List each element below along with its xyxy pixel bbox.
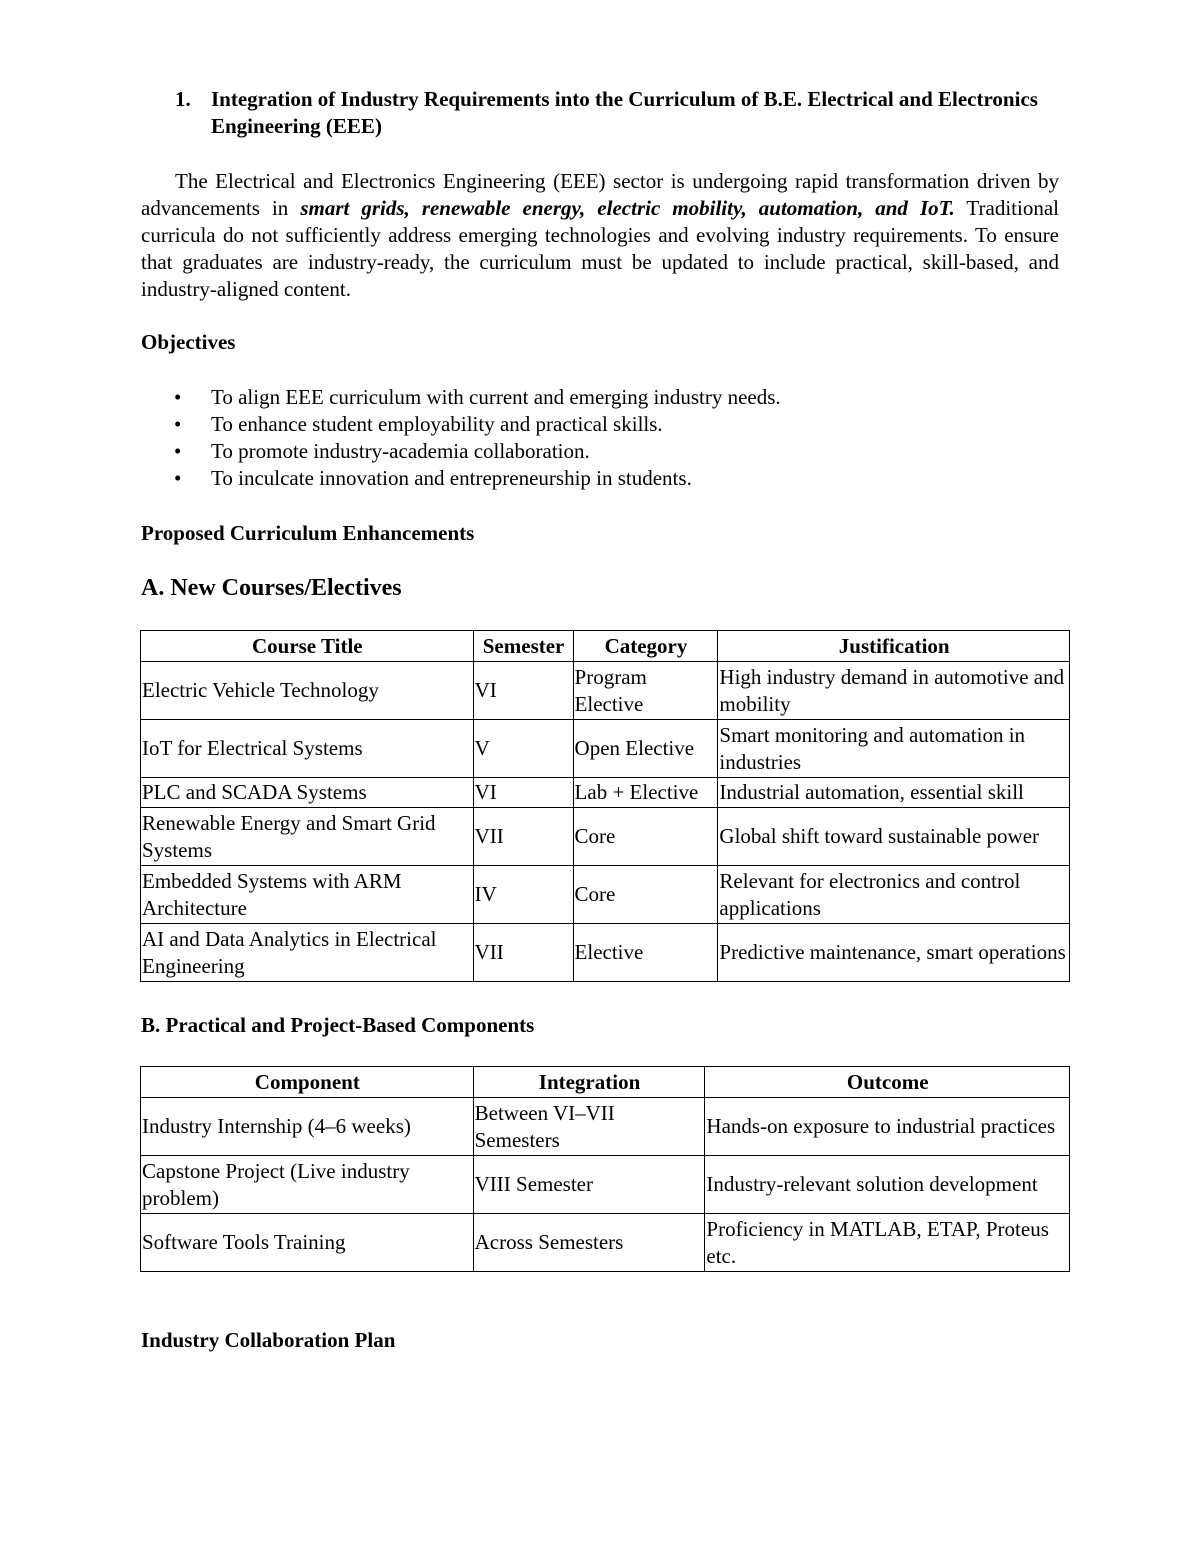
table-row — [141, 1098, 1070, 1156]
table-cell: Between VI–VII Semesters — [473, 1098, 705, 1156]
table-cell: PLC and SCADA Systems — [141, 778, 474, 808]
components-table — [140, 1066, 1070, 1272]
column-header: Category — [573, 631, 718, 662]
collaboration-heading: Industry Collaboration Plan — [141, 1328, 396, 1352]
table-cell: AI and Data Analytics in Electrical Engineering — [141, 924, 474, 982]
table-cell: Proficiency in MATLAB, ETAP, Proteus etc. — [705, 1214, 1070, 1272]
bullet-icon: • — [174, 439, 182, 463]
objectives-heading: Objectives — [141, 330, 236, 354]
table-cell: Global shift toward sustainable power — [718, 808, 1070, 866]
heading-number: 1. — [175, 87, 191, 111]
table-row — [141, 808, 1070, 866]
intro-text-part2: Traditional curricula do not sufficiently address emerging technologies and evolving industry requirements. To ensure that graduates are industry-ready, the curriculum must be updated to include practical, skill-based, and industry-aligned content. — [141, 196, 1059, 301]
table-cell: Renewable Energy and Smart Grid Systems — [141, 808, 474, 866]
table-cell: Industry Internship (4–6 weeks) — [141, 1098, 474, 1156]
table-cell: Core — [573, 808, 718, 866]
table-cell: VI — [473, 662, 573, 720]
table-cell: VIII Semester — [473, 1156, 705, 1214]
table-cell: Core — [573, 866, 718, 924]
table-cell: IoT for Electrical Systems — [141, 720, 474, 778]
table-header-row — [141, 1067, 1070, 1098]
list-item-text: To promote industry-academia collaboration. — [211, 439, 590, 463]
bullet-icon: • — [174, 466, 182, 490]
table-cell: Electric Vehicle Technology — [141, 662, 474, 720]
table-cell: High industry demand in automotive and mobility — [718, 662, 1070, 720]
table-cell: V — [473, 720, 573, 778]
table-cell: VII — [473, 924, 573, 982]
table-cell: Software Tools Training — [141, 1214, 474, 1272]
table-row — [141, 866, 1070, 924]
table-cell: Relevant for electronics and control applications — [718, 866, 1070, 924]
bullet-icon: • — [174, 412, 182, 436]
list-item — [141, 438, 1041, 465]
table-cell: Elective — [573, 924, 718, 982]
table-cell: Embedded Systems with ARM Architecture — [141, 866, 474, 924]
column-header: Justification — [718, 631, 1070, 662]
list-item — [141, 465, 1041, 492]
list-item-text: To enhance student employability and practical skills. — [211, 412, 663, 436]
table-row — [141, 778, 1070, 808]
objectives-list — [141, 384, 1041, 492]
table-row — [141, 924, 1070, 982]
table-cell: Capstone Project (Live industry problem) — [141, 1156, 474, 1214]
list-item — [141, 384, 1041, 411]
heading-title: Integration of Industry Requirements into the Curriculum of B.E. Electrical and Electronics Engineering (EEE) — [211, 87, 1038, 138]
list-item-text: To align EEE curriculum with current and emerging industry needs. — [211, 385, 781, 409]
courses-heading: A. New Courses/Electives — [141, 575, 402, 601]
column-header: Semester — [473, 631, 573, 662]
table-row — [141, 720, 1070, 778]
intro-text-part1: The Electrical and Electronics Engineering (EEE) sector is undergoing rapid transformation driven by advancements in — [141, 169, 1059, 220]
table-row — [141, 1214, 1070, 1272]
table-cell: Hands-on exposure to industrial practices — [705, 1098, 1070, 1156]
table-row — [141, 1156, 1070, 1214]
column-header: Component — [141, 1067, 474, 1098]
list-item-text: To inculcate innovation and entrepreneurship in students. — [211, 466, 692, 490]
table-cell: Industrial automation, essential skill — [718, 778, 1070, 808]
table-cell: Open Elective — [573, 720, 718, 778]
column-header: Outcome — [705, 1067, 1070, 1098]
intro-paragraph — [141, 168, 1059, 303]
table-cell: VI — [473, 778, 573, 808]
intro-emphasis: smart grids, renewable energy, electric mobility, automation, and IoT. — [300, 196, 955, 220]
table-cell: Predictive maintenance, smart operations — [718, 924, 1070, 982]
table-row — [141, 662, 1070, 720]
table-cell: IV — [473, 866, 573, 924]
table-cell: Lab + Elective — [573, 778, 718, 808]
bullet-icon: • — [174, 385, 182, 409]
table-cell: VII — [473, 808, 573, 866]
table-cell: Industry-relevant solution development — [705, 1156, 1070, 1214]
enhancements-heading: Proposed Curriculum Enhancements — [141, 521, 475, 545]
column-header: Integration — [473, 1067, 705, 1098]
table-header-row — [141, 631, 1070, 662]
column-header: Course Title — [141, 631, 474, 662]
table-cell: Program Elective — [573, 662, 718, 720]
table-cell: Across Semesters — [473, 1214, 705, 1272]
list-item — [141, 411, 1041, 438]
courses-table — [140, 630, 1070, 982]
components-heading: B. Practical and Project-Based Components — [141, 1013, 535, 1037]
table-cell: Smart monitoring and automation in industries — [718, 720, 1070, 778]
